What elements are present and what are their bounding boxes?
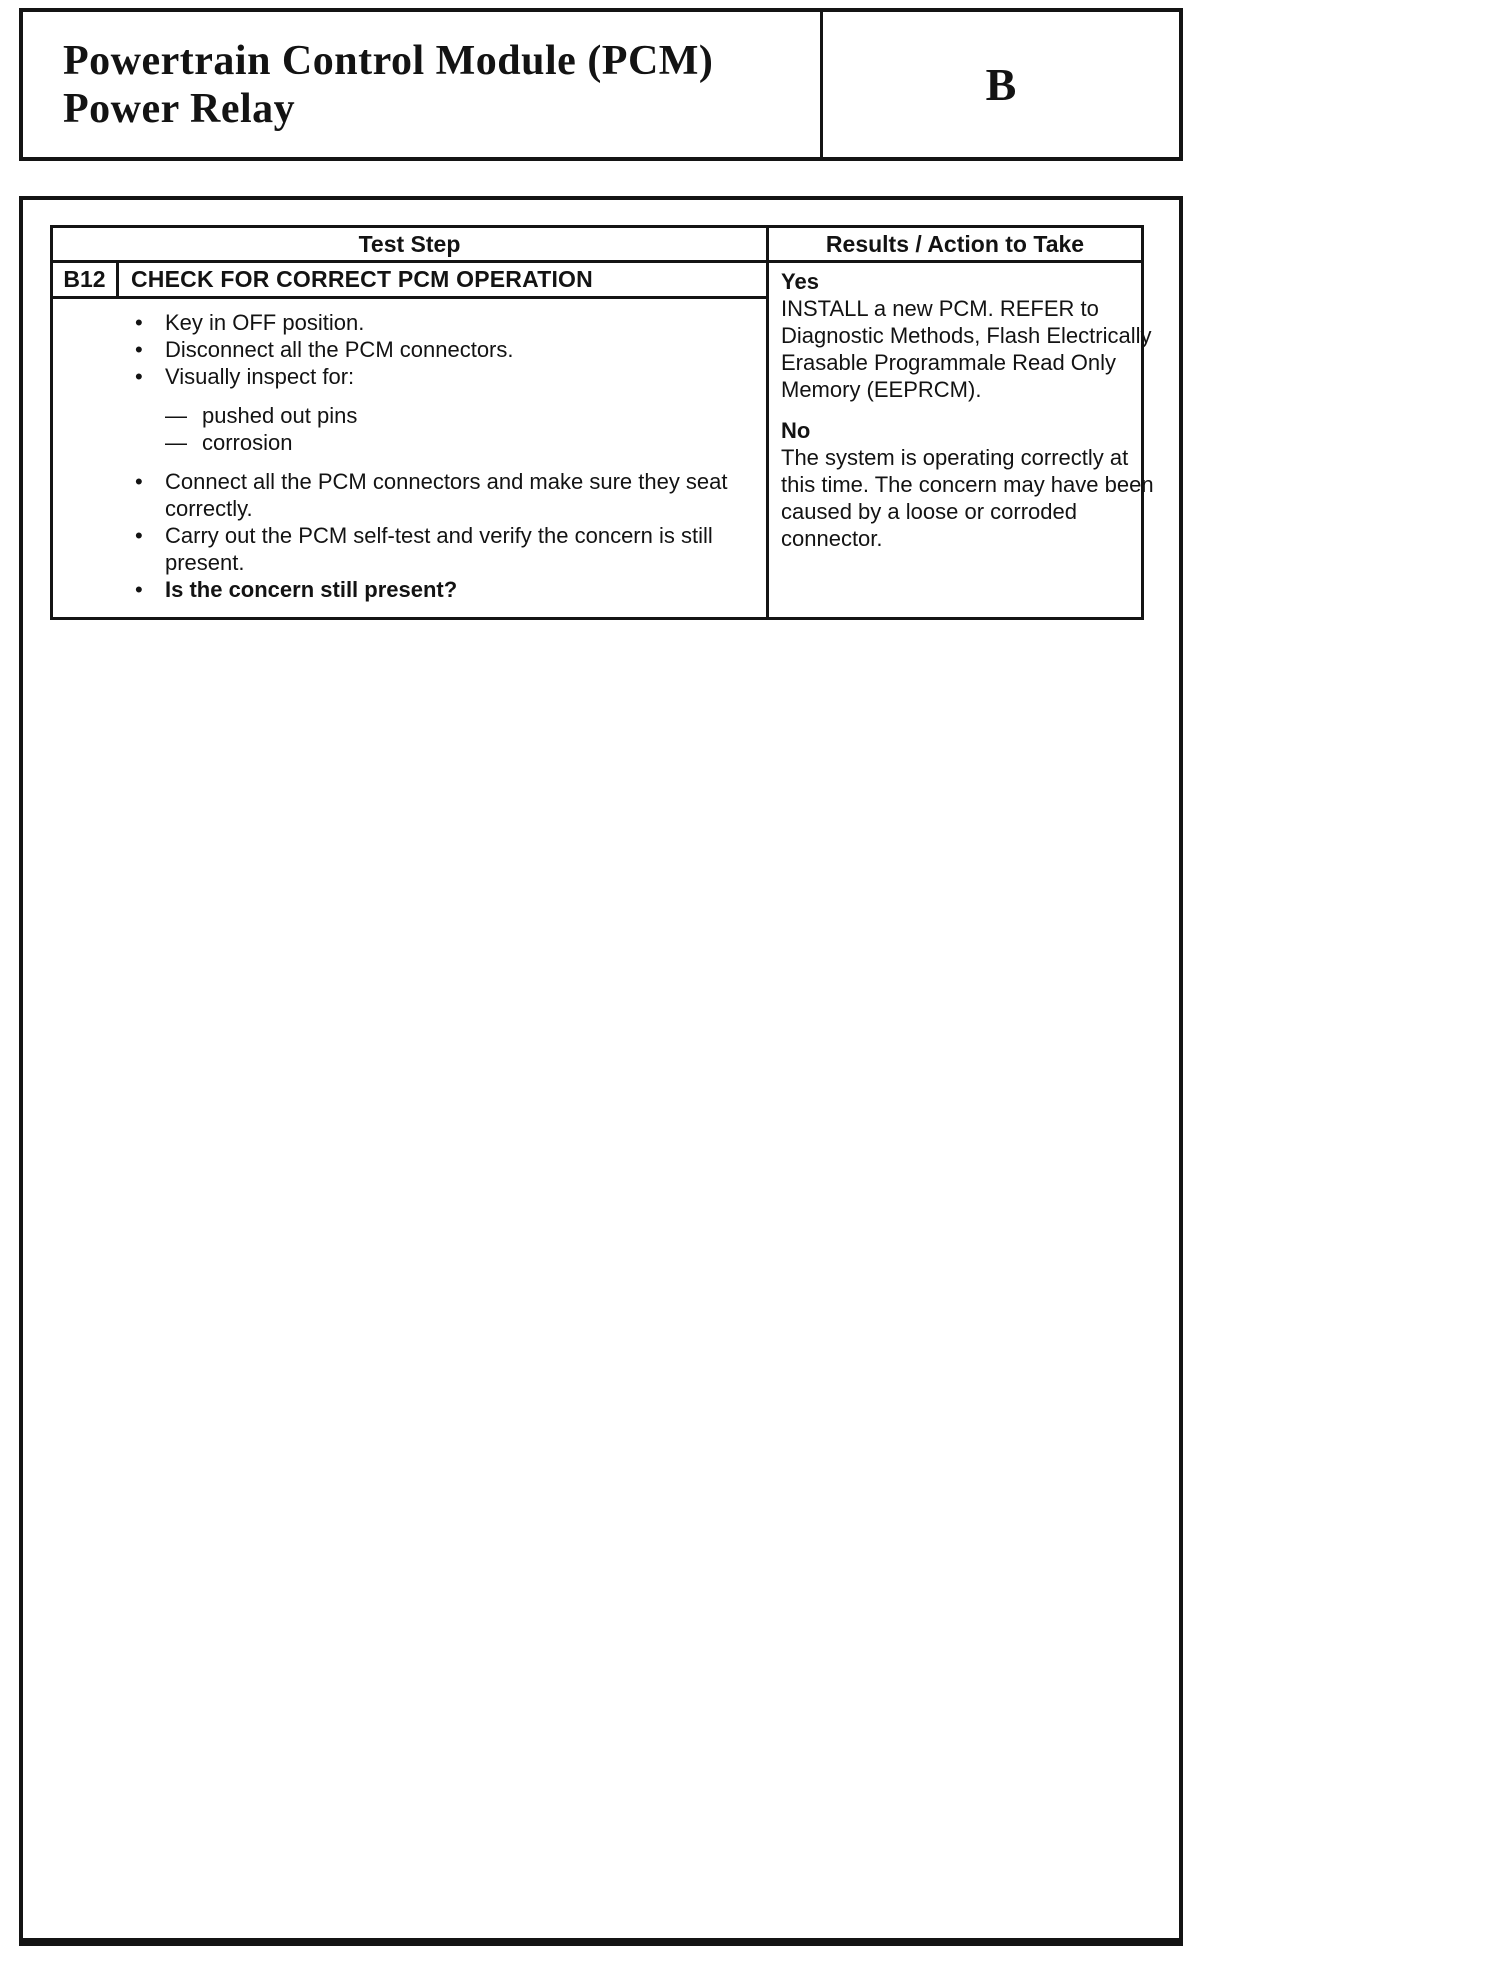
pinpoint-test-table — [50, 225, 1154, 620]
title-block — [19, 8, 1183, 161]
test-step-line — [165, 402, 758, 429]
list-marker — [135, 468, 165, 522]
step-text: Connect all the PCM connectors and make sure they seat correctly. — [165, 469, 728, 521]
step-text: Disconnect all the PCM connectors. — [165, 337, 514, 362]
list-marker — [135, 576, 165, 603]
test-step-column — [53, 263, 769, 617]
test-step-line — [135, 522, 758, 576]
column-header-test-step: Test Step — [53, 228, 769, 260]
table-body — [53, 263, 1154, 617]
step-title: CHECK FOR CORRECT PCM OPERATION — [131, 266, 593, 292]
result-block — [781, 268, 1155, 403]
title-cell — [23, 12, 823, 157]
result-block — [781, 417, 1155, 552]
content-frame — [19, 196, 1183, 1946]
result-text: The system is operating correctly at this time. The concern may have been caused by a loose or corroded connector. — [781, 445, 1154, 551]
step-text: Is the concern still present? — [165, 577, 458, 602]
list-marker — [135, 336, 165, 363]
test-step-line — [135, 576, 758, 603]
section-letter-cell — [823, 12, 1179, 157]
step-text: Visually inspect for: — [165, 364, 355, 389]
list-marker — [135, 309, 165, 336]
step-text: Key in OFF position. — [165, 310, 365, 335]
page-title — [63, 37, 820, 133]
section-letter: B — [985, 59, 1017, 110]
results-column — [769, 263, 1155, 617]
test-step-line — [135, 468, 758, 522]
list-marker — [135, 363, 165, 390]
table-header-row — [53, 228, 1141, 263]
test-step-line — [135, 309, 758, 336]
test-step-line — [135, 363, 758, 390]
step-text: pushed out pins — [202, 403, 358, 428]
step-text: corrosion — [202, 430, 293, 455]
test-step-line — [165, 429, 758, 456]
steps-list — [53, 299, 766, 617]
list-marker — [165, 429, 202, 456]
result-label: Yes — [781, 269, 819, 294]
step-title-row — [53, 263, 766, 299]
step-id: B12 — [63, 266, 106, 292]
step-id-cell — [53, 263, 119, 296]
column-header-results: Results / Action to Take — [825, 230, 1085, 257]
page-title-line-1: Powertrain Control Module (PCM) — [63, 37, 714, 84]
result-text: INSTALL a new PCM. REFER to Diagnostic Methods, Flash Electrically Erasable Programmale Read Only Memory (EEPRCM). — [781, 296, 1152, 402]
list-marker — [135, 522, 165, 576]
result-label: No — [781, 418, 811, 443]
step-text: Carry out the PCM self-test and verify the concern is still present. — [165, 523, 713, 575]
page-title-line-2: Power Relay — [63, 85, 296, 132]
test-step-line — [135, 336, 758, 363]
list-marker — [165, 402, 202, 429]
